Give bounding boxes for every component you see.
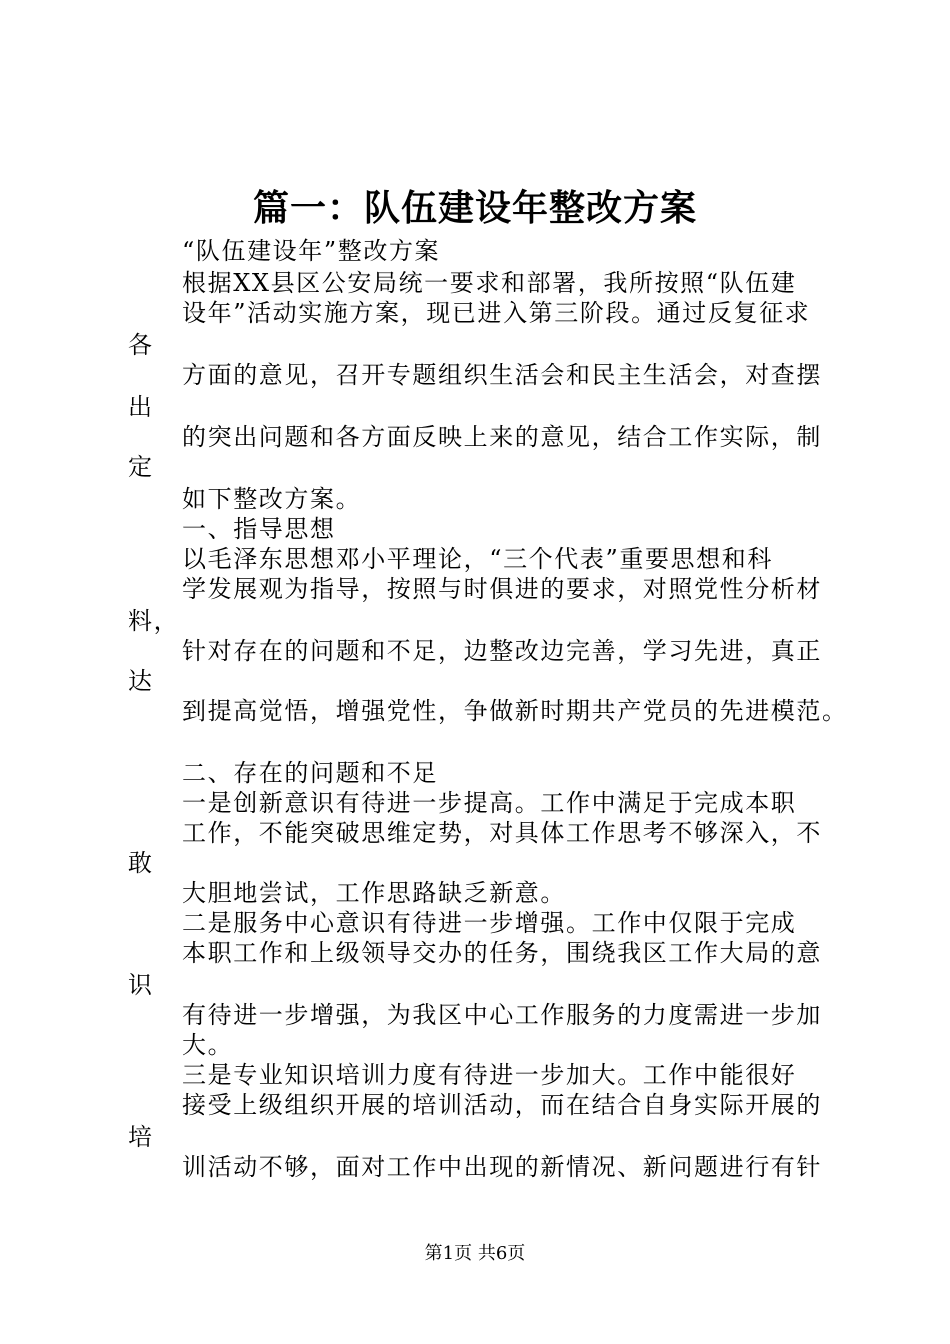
body-line: 接受上级组织开展的培训活动，而在结合自身实际开展的 [182, 1091, 822, 1119]
body-line: 设年”活动实施方案，现已进入第三阶段。通过反复征求 [182, 299, 811, 327]
body-line: 有待进一步增强，为我区中心工作服务的力度需进一步加 [182, 1001, 822, 1029]
body-line: 定 [128, 453, 154, 481]
body-line: 一是创新意识有待进一步提高。工作中满足于完成本职 [182, 789, 797, 817]
body-line: 本职工作和上级领导交办的任务，围绕我区工作大局的意 [182, 939, 822, 967]
body-line: 学发展观为指导，按照与时俱进的要求，对照党性分析材 [182, 575, 822, 603]
body-line: 的突出问题和各方面反映上来的意见，结合工作实际，制 [182, 423, 822, 451]
body-line: 各 [128, 331, 154, 359]
document-title: 篇一：队伍建设年整改方案 [252, 187, 697, 229]
body-line: 敢 [128, 849, 154, 877]
section-heading: 一、指导思想 [182, 515, 336, 543]
body-line: 大胆地尝试，工作思路缺乏新意。 [182, 879, 566, 907]
body-line: 方面的意见，召开专题组织生活会和民主生活会，对查摆 [182, 361, 822, 389]
body-line: 出 [128, 393, 154, 421]
body-line: 到提高觉悟，增强党性，争做新时期共产党员的先进模范。 [182, 697, 848, 725]
body-line: 以毛泽东思想邓小平理论，“三个代表”重要思想和科 [182, 545, 773, 573]
body-line: 工作，不能突破思维定势，对具体工作思考不够深入，不 [182, 819, 822, 847]
body-line: 料， [128, 607, 180, 635]
body-line: 三是专业知识培训力度有待进一步加大。工作中能很好 [182, 1061, 797, 1089]
body-line: 达 [128, 667, 154, 695]
body-line: 培 [128, 1123, 154, 1151]
body-line: 训活动不够，面对工作中出现的新情况、新问题进行有针 [182, 1153, 822, 1181]
body-line: 二是服务中心意识有待进一步增强。工作中仅限于完成 [182, 909, 797, 937]
body-line: 大。 [182, 1031, 234, 1059]
body-line: 如下整改方案。 [182, 485, 362, 513]
body-line: 针对存在的问题和不足，边整改边完善，学习先进，真正 [182, 637, 822, 665]
section-heading: 二、存在的问题和不足 [182, 759, 438, 787]
body-line: 根据XX县区公安局统一要求和部署，我所按照“队伍建 [182, 269, 797, 297]
page-footer: 第1页 共6页 [424, 1243, 526, 1264]
body-line: 识 [128, 971, 154, 999]
body-line: “队伍建设年”整改方案 [182, 237, 441, 265]
